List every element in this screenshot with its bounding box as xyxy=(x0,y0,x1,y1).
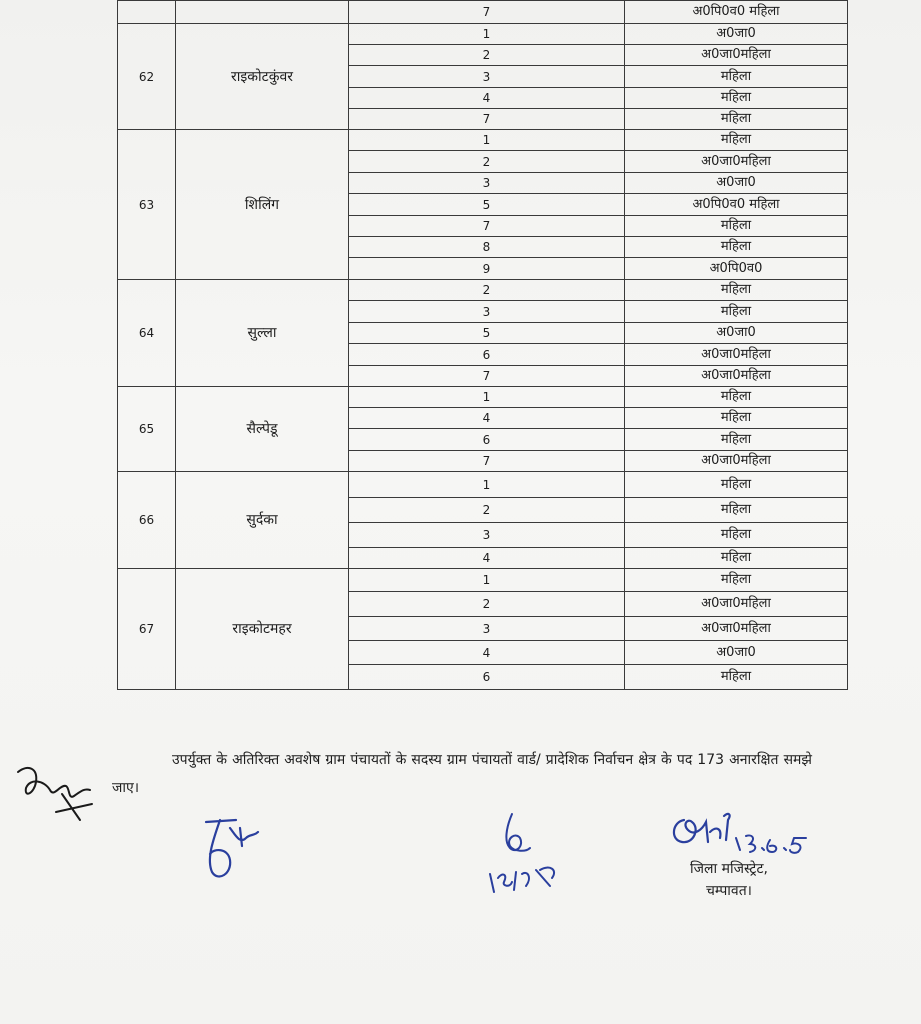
ward-number-cell: 3 xyxy=(349,173,625,194)
reservation-category-cell: अ0पि0व0 xyxy=(625,258,848,280)
ward-number-cell: 6 xyxy=(349,665,625,690)
reservation-table-body xyxy=(118,1,848,690)
table-row xyxy=(118,1,848,24)
panchayat-name-cell: सैल्पेडू xyxy=(176,387,349,472)
reservation-category-cell: अ0जा0 xyxy=(625,173,848,194)
reservation-category-cell: महिला xyxy=(625,301,848,323)
reservation-category-cell: महिला xyxy=(625,109,848,130)
panchayat-number-cell: 67 xyxy=(118,569,176,690)
table-row xyxy=(118,569,848,592)
reservation-category-cell: अ0जा0 xyxy=(625,641,848,665)
ward-number-cell: 7 xyxy=(349,451,625,472)
table-row xyxy=(118,387,848,408)
ward-number-cell: 9 xyxy=(349,258,625,280)
ward-number-cell: 7 xyxy=(349,1,625,24)
ward-number-cell: 5 xyxy=(349,194,625,216)
panchayat-number-cell: 63 xyxy=(118,130,176,280)
ward-number-cell: 4 xyxy=(349,88,625,109)
reservation-category-cell: अ0जा0महिला xyxy=(625,151,848,173)
ward-number-cell: 7 xyxy=(349,216,625,237)
ward-number-cell: 2 xyxy=(349,592,625,617)
reservation-category-cell: अ0जा0महिला xyxy=(625,366,848,387)
panchayat-number-cell: 66 xyxy=(118,472,176,569)
reservation-category-cell: महिला xyxy=(625,237,848,258)
reservation-category-cell: अ0पि0व0 महिला xyxy=(625,1,848,24)
reservation-category-cell: अ0जा0महिला xyxy=(625,592,848,617)
reservation-category-cell: महिला xyxy=(625,130,848,151)
ward-number-cell: 5 xyxy=(349,323,625,344)
signatory-block xyxy=(664,858,794,902)
reservation-category-cell: महिला xyxy=(625,523,848,548)
ward-number-cell: 3 xyxy=(349,523,625,548)
ward-number-cell: 8 xyxy=(349,237,625,258)
closing-note-text: उपर्युक्त के अतिरिक्त अवशेष ग्राम पंचायतों के सदस्य ग्राम पंचायतों वार्ड/ प्रादेशिक निर्वाचन क्षेत्र के पद 173 अनारक्षित समझे जाए। xyxy=(112,752,812,796)
ward-number-cell: 7 xyxy=(349,109,625,130)
ward-number-cell: 4 xyxy=(349,641,625,665)
reservation-category-cell: महिला xyxy=(625,216,848,237)
ward-number-cell: 2 xyxy=(349,45,625,66)
ward-number-cell: 2 xyxy=(349,151,625,173)
reservation-category-cell: महिला xyxy=(625,569,848,592)
reservation-table xyxy=(117,0,848,690)
table-row xyxy=(118,24,848,45)
signatory-place: चम्पावत। xyxy=(705,883,752,899)
panchayat-name-cell: राइकोटकुंवर xyxy=(176,24,349,130)
ward-number-cell: 1 xyxy=(349,130,625,151)
panchayat-name-cell: शिलिंग xyxy=(176,130,349,280)
panchayat-name-cell: सुर्दका xyxy=(176,472,349,569)
reservation-category-cell: महिला xyxy=(625,548,848,569)
reservation-category-cell: अ0जा0 xyxy=(625,323,848,344)
reservation-category-cell: अ0जा0महिला xyxy=(625,45,848,66)
reservation-category-cell: महिला xyxy=(625,498,848,523)
left-margin-signature xyxy=(10,760,100,830)
panchayat-number-cell xyxy=(118,1,176,24)
ward-number-cell: 7 xyxy=(349,366,625,387)
ward-number-cell: 3 xyxy=(349,617,625,641)
ward-number-cell: 4 xyxy=(349,548,625,569)
district-magistrate-signature xyxy=(666,802,826,862)
reservation-category-cell: महिला xyxy=(625,429,848,451)
reservation-category-cell: अ0जा0 xyxy=(625,24,848,45)
table-row xyxy=(118,130,848,151)
blue-initials-signature xyxy=(480,808,590,898)
ward-number-cell: 1 xyxy=(349,569,625,592)
reservation-category-cell: अ0जा0महिला xyxy=(625,617,848,641)
blue-signature-left xyxy=(196,808,276,888)
reservation-category-cell: महिला xyxy=(625,387,848,408)
reservation-category-cell: महिला xyxy=(625,280,848,301)
ward-number-cell: 2 xyxy=(349,280,625,301)
ward-number-cell: 2 xyxy=(349,498,625,523)
reservation-category-cell: महिला xyxy=(625,66,848,88)
reservation-category-cell: अ0जा0महिला xyxy=(625,344,848,366)
ward-number-cell: 6 xyxy=(349,344,625,366)
reservation-category-cell: महिला xyxy=(625,472,848,498)
panchayat-number-cell: 65 xyxy=(118,387,176,472)
reservation-category-cell: महिला xyxy=(625,88,848,109)
panchayat-number-cell: 62 xyxy=(118,24,176,130)
ward-number-cell: 1 xyxy=(349,387,625,408)
reservation-category-cell: महिला xyxy=(625,408,848,429)
panchayat-name-cell: सुल्ला xyxy=(176,280,349,387)
reservation-category-cell: अ0पि0व0 महिला xyxy=(625,194,848,216)
ward-number-cell: 3 xyxy=(349,66,625,88)
ward-number-cell: 1 xyxy=(349,24,625,45)
ward-number-cell: 1 xyxy=(349,472,625,498)
reservation-category-cell: अ0जा0महिला xyxy=(625,451,848,472)
reservation-category-cell: महिला xyxy=(625,665,848,690)
ward-number-cell: 4 xyxy=(349,408,625,429)
panchayat-number-cell: 64 xyxy=(118,280,176,387)
table-row xyxy=(118,280,848,301)
signatory-title: जिला मजिस्ट्रेट, xyxy=(690,861,768,877)
ward-number-cell: 6 xyxy=(349,429,625,451)
table-row xyxy=(118,472,848,498)
panchayat-name-cell: राइकोटमहर xyxy=(176,569,349,690)
ward-number-cell: 3 xyxy=(349,301,625,323)
panchayat-name-cell xyxy=(176,1,349,24)
closing-note xyxy=(112,746,812,802)
